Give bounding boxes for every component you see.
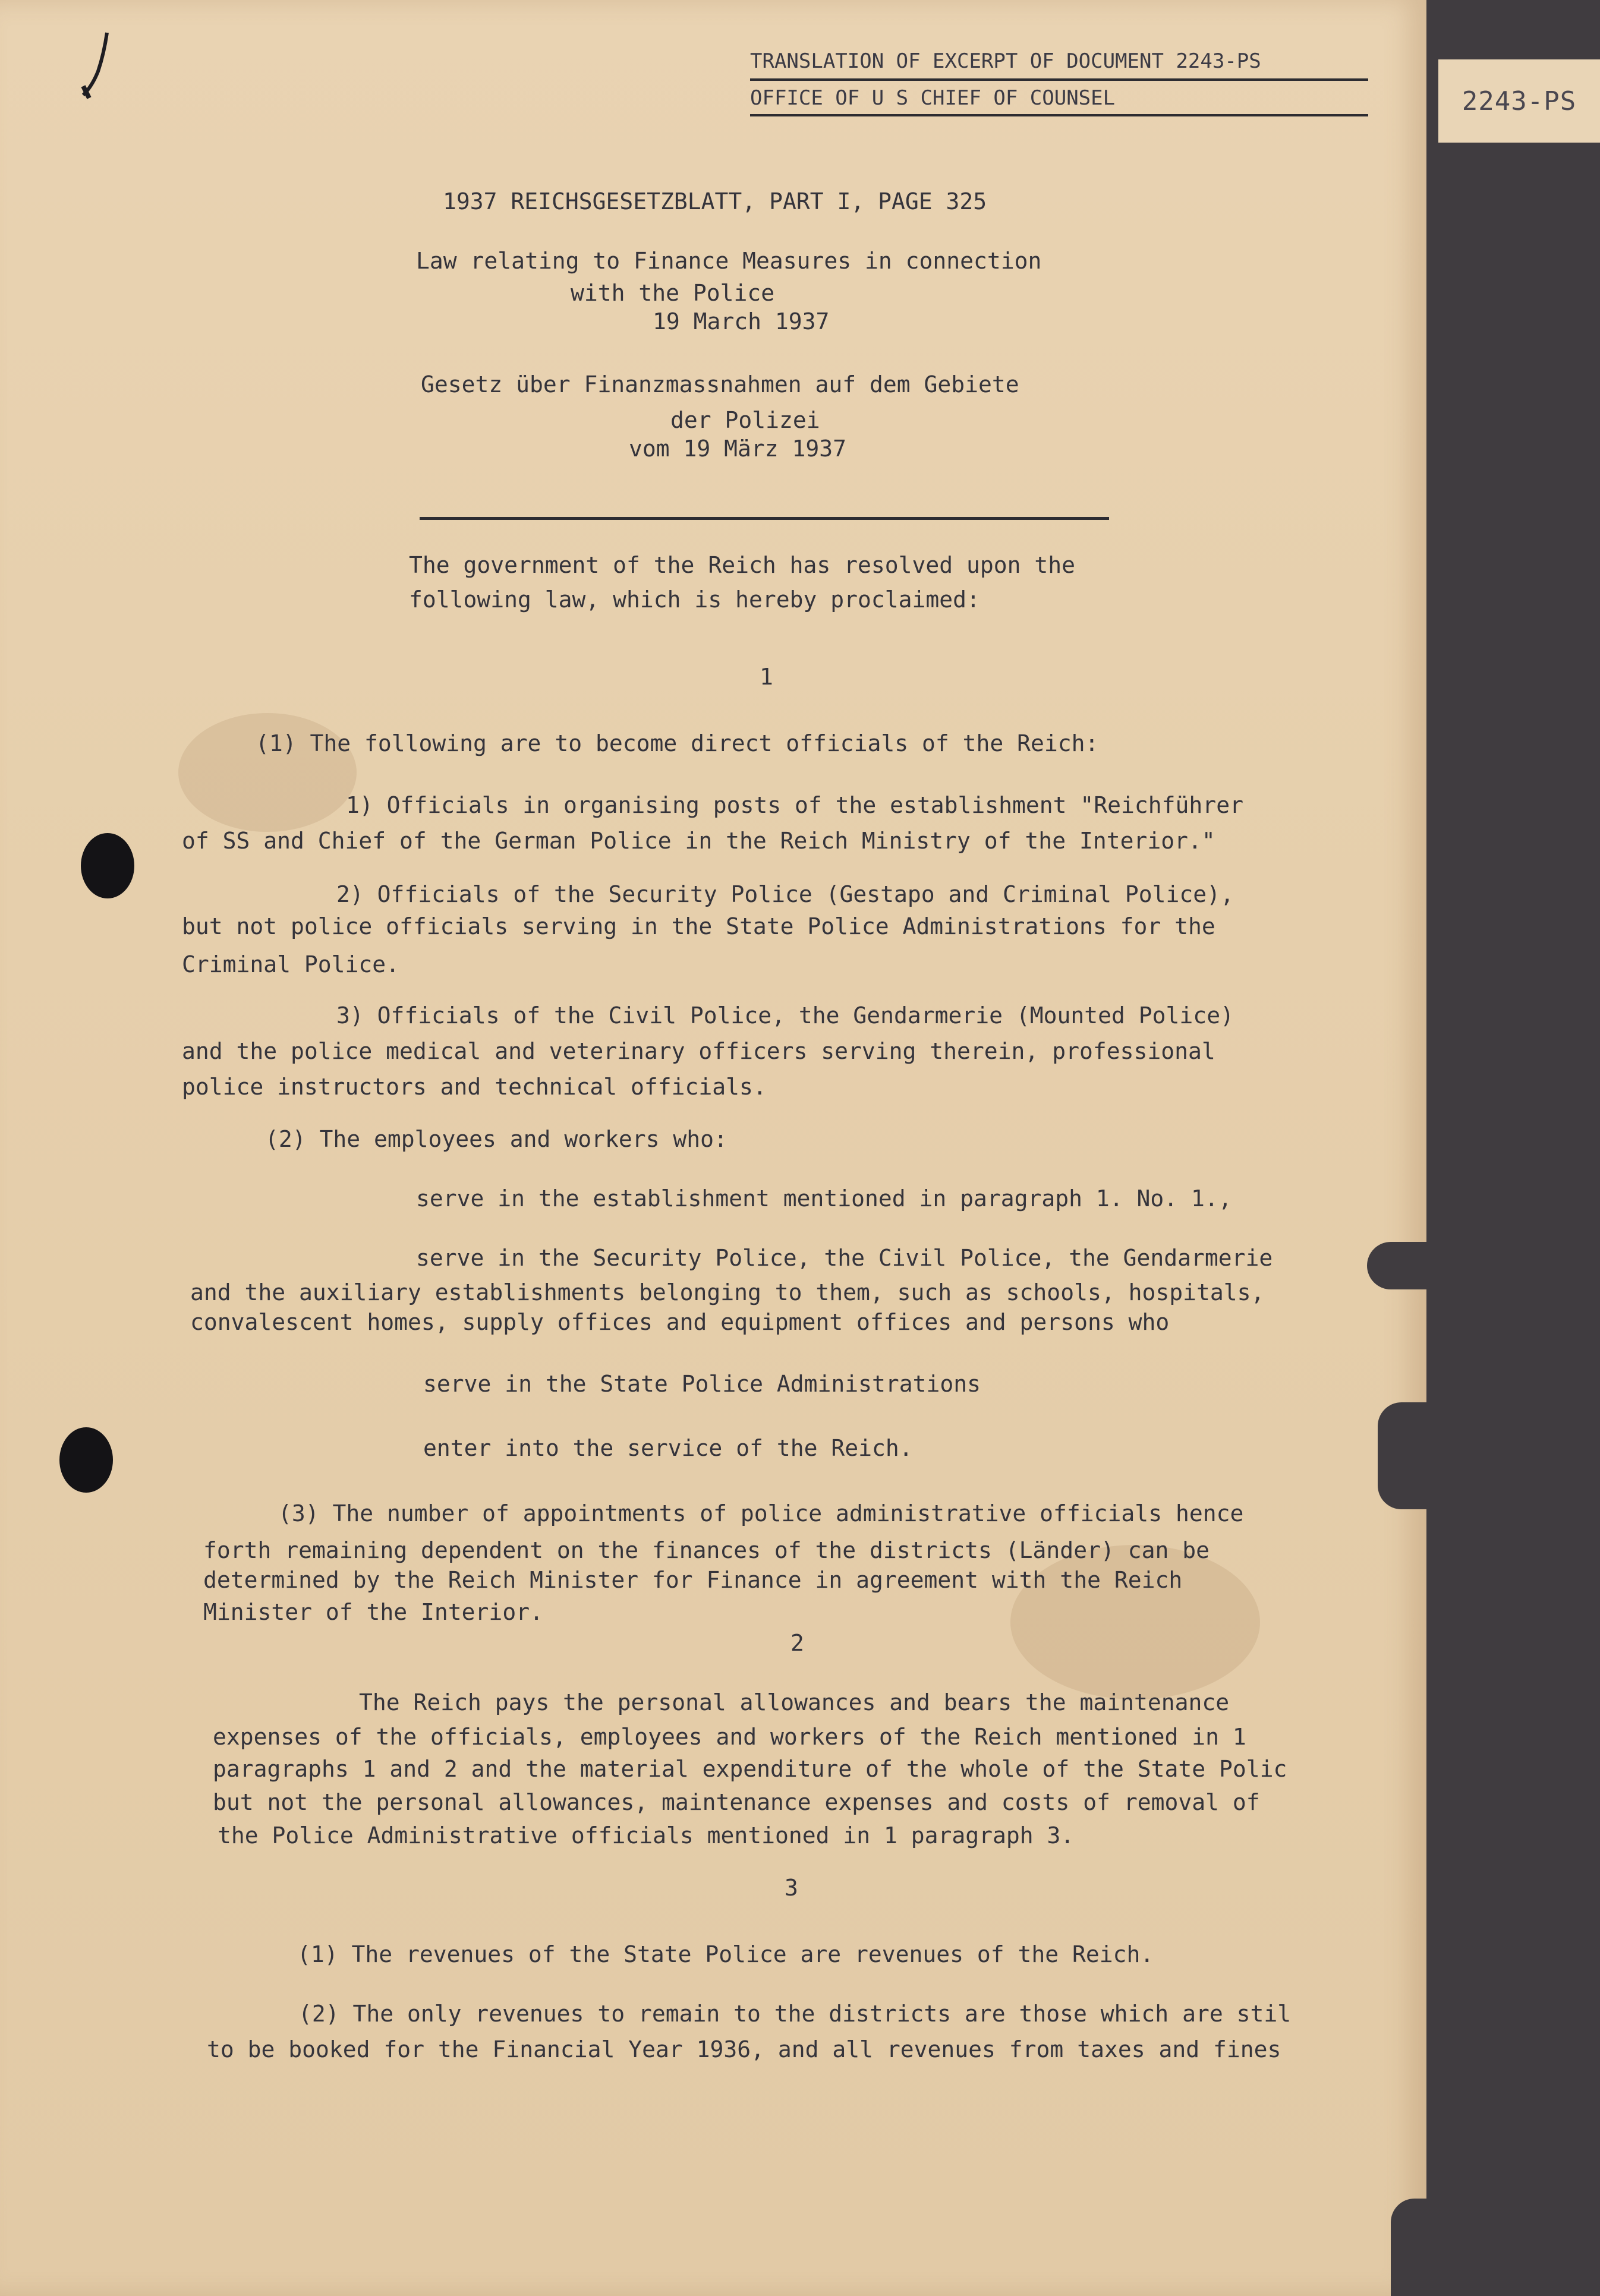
section-2-line-5: the Police Administrative officials mentioned in 1 paragraph 3. bbox=[218, 1822, 1075, 1849]
section-1-item-3-line-3: police instructors and technical officials. bbox=[182, 1074, 767, 1100]
section-1-para-2-c: serve in the State Police Administrations bbox=[423, 1371, 981, 1397]
punch-hole bbox=[81, 833, 134, 898]
title-en-line-2: with the Police bbox=[571, 280, 775, 306]
punch-hole bbox=[59, 1427, 113, 1493]
document-id-label: 2243-PS bbox=[1462, 86, 1577, 116]
section-1-para-2-a: serve in the establishment mentioned in paragraph 1. No. 1., bbox=[416, 1185, 1232, 1212]
section-1-item-2-line-1: 2) Officials of the Security Police (Gestapo and Criminal Police), bbox=[336, 881, 1234, 907]
torn-edge bbox=[1378, 1402, 1431, 1509]
section-1-item-1-line-2: of SS and Chief of the German Police in the Reich Ministry of the Interior." bbox=[182, 828, 1215, 854]
header-underline-2 bbox=[750, 114, 1368, 116]
title-en-line-3: 19 March 1937 bbox=[653, 308, 830, 335]
section-2-number: 2 bbox=[790, 1630, 804, 1656]
section-1-para-3-line-2: forth remaining dependent on the finances of the districts (Länder) can be bbox=[203, 1537, 1210, 1563]
preamble-line-2: following law, which is hereby proclaimed: bbox=[409, 586, 980, 613]
title-en-line-1: Law relating to Finance Measures in connection bbox=[416, 248, 1042, 274]
scanner-background bbox=[1426, 0, 1600, 2296]
section-2-line-4: but not the personal allowances, maintenance expenses and costs of removal of bbox=[213, 1789, 1260, 1815]
section-3-number: 3 bbox=[785, 1875, 798, 1901]
section-3-para-1: (1) The revenues of the State Police are revenues of the Reich. bbox=[297, 1941, 1154, 1967]
section-1-para-2-b-line-2: and the auxiliary establishments belonging to them, such as schools, hospitals, bbox=[190, 1279, 1265, 1305]
header-line-1: TRANSLATION OF EXCERPT OF DOCUMENT 2243-PS bbox=[750, 49, 1261, 73]
torn-edge bbox=[1367, 1242, 1426, 1289]
section-1-para-3-line-1: (3) The number of appointments of police administrative officials hence bbox=[278, 1500, 1244, 1527]
document-id-tab bbox=[1438, 59, 1600, 143]
section-1-item-3-line-2: and the police medical and veterinary officers serving therein, professional bbox=[182, 1038, 1215, 1064]
title-de-line-2: der Polizei bbox=[670, 407, 820, 433]
section-1-para-2: (2) The employees and workers who: bbox=[265, 1126, 727, 1152]
header-underline-1 bbox=[750, 78, 1368, 81]
header-line-2: OFFICE OF U S CHIEF OF COUNSEL bbox=[750, 86, 1116, 110]
section-1-item-2-line-3: Criminal Police. bbox=[182, 951, 400, 977]
title-de-line-3: vom 19 März 1937 bbox=[629, 436, 847, 462]
section-1-para-2-b-line-1: serve in the Security Police, the Civil Police, the Gendarmerie bbox=[416, 1245, 1273, 1271]
section-1-number: 1 bbox=[760, 664, 773, 690]
pen-mark-icon bbox=[71, 30, 125, 101]
section-1-item-3-line-1: 3) Officials of the Civil Police, the Gendarmerie (Mounted Police) bbox=[336, 1002, 1234, 1029]
section-1-para-1: (1) The following are to become direct officials of the Reich: bbox=[256, 730, 1099, 756]
section-divider bbox=[420, 517, 1109, 520]
section-1-para-3-line-4: Minister of the Interior. bbox=[203, 1599, 543, 1625]
section-2-line-3: paragraphs 1 and 2 and the material expenditure of the whole of the State Polic bbox=[213, 1756, 1287, 1782]
section-2-line-1: The Reich pays the personal allowances and bears the maintenance bbox=[359, 1689, 1230, 1715]
section-1-para-2-b-line-3: convalescent homes, supply offices and equipment offices and persons who bbox=[190, 1309, 1170, 1335]
section-3-para-2-line-1: (2) The only revenues to remain to the districts are those which are stil bbox=[298, 2001, 1292, 2027]
section-1-item-1-line-1: 1) Officials in organising posts of the establishment "Reichführer bbox=[346, 792, 1243, 818]
preamble-line-1: The government of the Reich has resolved upon the bbox=[409, 552, 1076, 578]
section-3-para-2-line-2: to be booked for the Financial Year 1936, and all revenues from taxes and fines bbox=[207, 2036, 1281, 2062]
section-2-line-2: expenses of the officials, employees and workers of the Reich mentioned in 1 bbox=[213, 1724, 1246, 1750]
torn-edge bbox=[1391, 2199, 1432, 2296]
section-1-para-2-d: enter into the service of the Reich. bbox=[423, 1435, 913, 1461]
section-1-item-2-line-2: but not police officials serving in the State Police Administrations for the bbox=[182, 913, 1215, 939]
citation: 1937 REICHSGESETZBLATT, PART I, PAGE 325 bbox=[443, 188, 987, 215]
title-de-line-1: Gesetz über Finanzmassnahmen auf dem Gebiete bbox=[421, 371, 1019, 398]
section-1-para-3-line-3: determined by the Reich Minister for Finance in agreement with the Reich bbox=[203, 1567, 1183, 1593]
